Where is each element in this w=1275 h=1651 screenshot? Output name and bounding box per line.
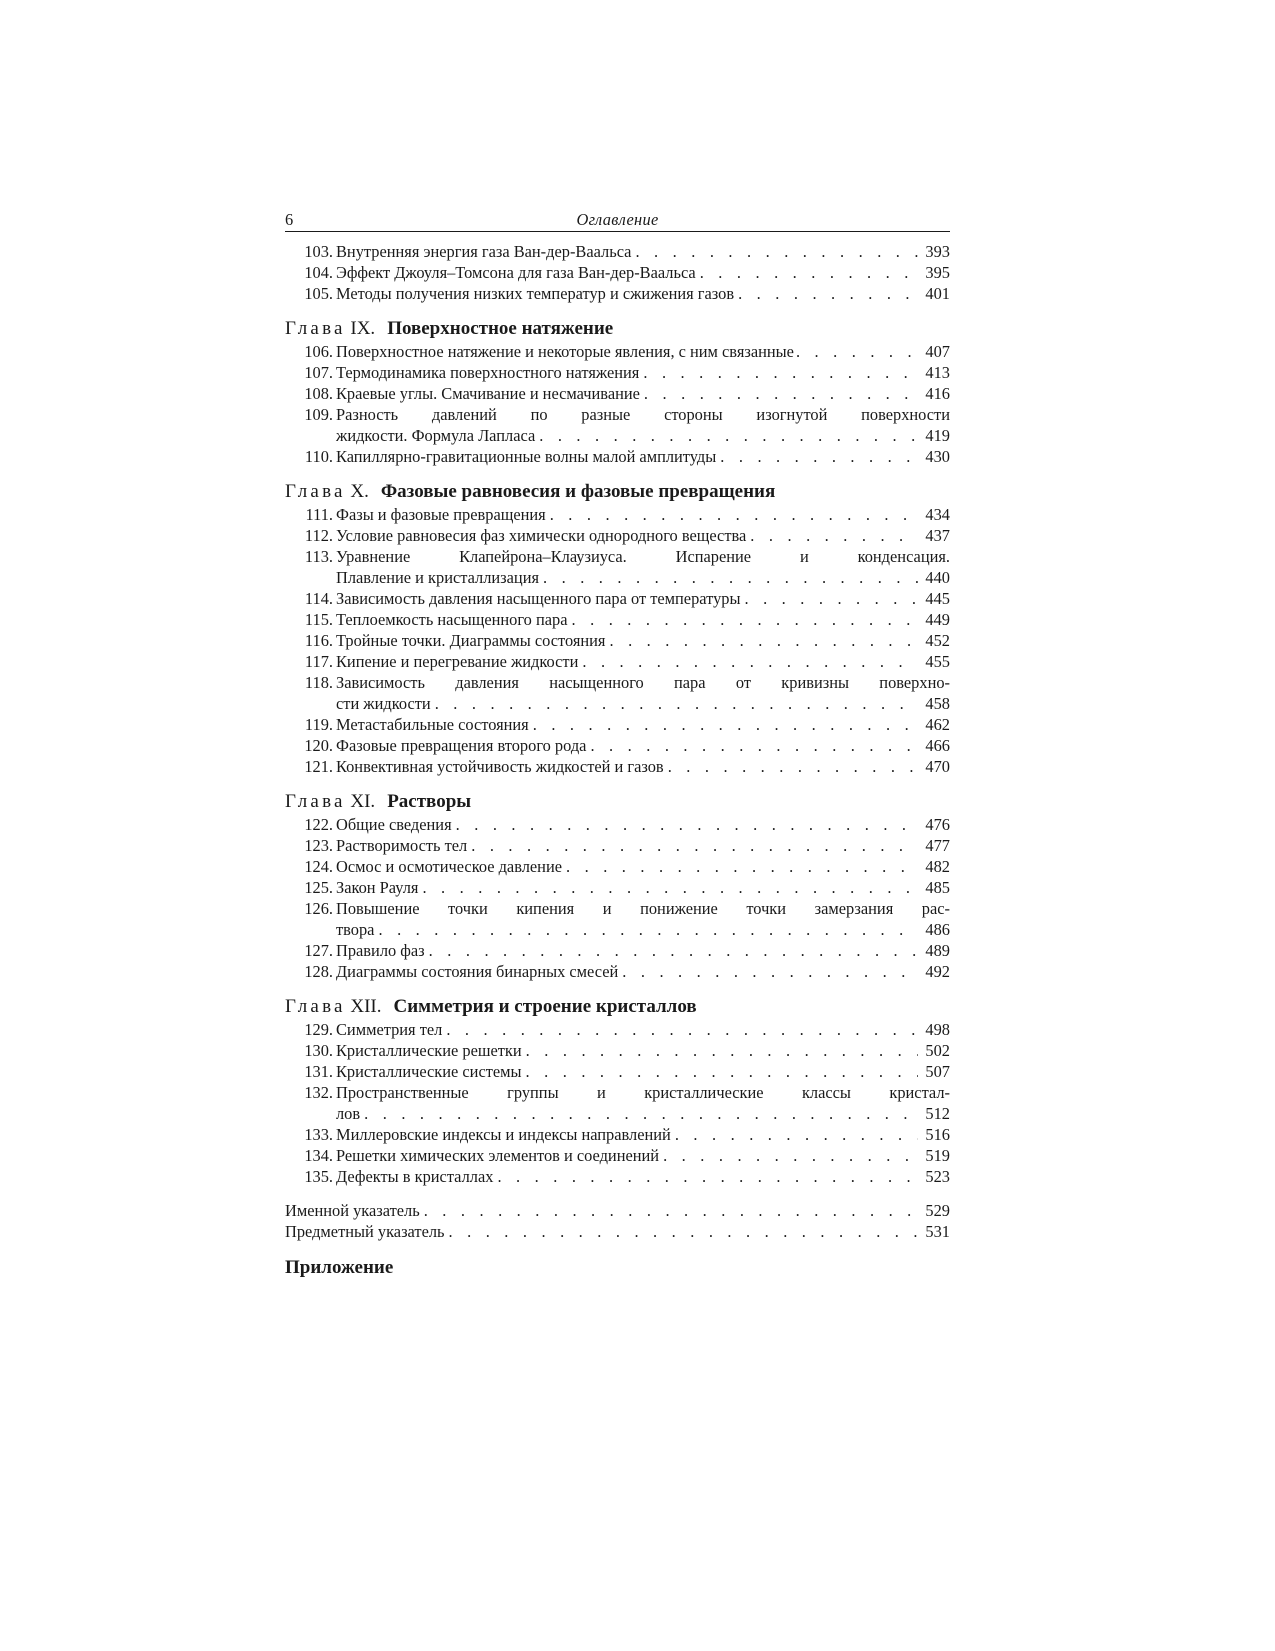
toc-entry[interactable] — [285, 525, 950, 546]
entry-line — [336, 835, 950, 856]
entry-line — [336, 1145, 950, 1166]
entry-line — [336, 1124, 950, 1145]
dot-leader — [639, 362, 918, 383]
chapter-heading[interactable] — [285, 790, 950, 814]
entry-line — [336, 283, 950, 304]
entry-line — [336, 362, 950, 383]
entry-text — [333, 835, 950, 856]
entry-text — [333, 546, 950, 588]
entry-line — [336, 425, 950, 446]
dot-leader — [539, 567, 918, 588]
page-ref: 470 — [925, 757, 950, 776]
entry-title: Диаграммы состояния бинарных смесей — [336, 962, 619, 981]
dot-leader — [442, 1019, 918, 1040]
entry-text — [333, 341, 950, 362]
page-ref: 462 — [925, 715, 950, 734]
dot-leader — [522, 1040, 918, 1061]
entry-line — [285, 1221, 950, 1242]
chapter-heading[interactable] — [285, 480, 950, 504]
entry-title-first-line: Пространственные группы и кристаллические классы кристал- — [336, 1083, 950, 1102]
section-number: 119. — [304, 715, 333, 734]
entry-title: Дефекты в кристаллах — [336, 1167, 494, 1186]
entry-line — [336, 567, 950, 588]
section-number: 133. — [304, 1125, 333, 1144]
entry-title: Капиллярно-гравитационные волны малой амплитуды — [336, 447, 717, 466]
toc-entry[interactable] — [285, 835, 950, 856]
dot-leader — [535, 425, 918, 446]
section-number: 123. — [304, 836, 333, 855]
entry-text — [333, 651, 950, 672]
dot-leader — [640, 383, 918, 404]
toc-entry[interactable] — [285, 341, 950, 362]
running-title: Оглавление — [576, 210, 659, 229]
toc-entry[interactable] — [285, 814, 950, 835]
entry-text — [333, 940, 950, 961]
book-page — [285, 209, 950, 1280]
appendix-heading: Приложение — [285, 1257, 394, 1278]
page-ref: 529 — [925, 1201, 950, 1220]
chapter-heading[interactable] — [285, 317, 950, 341]
entry-line — [336, 504, 950, 525]
page-ref: 458 — [925, 694, 950, 713]
entry-title: Эффект Джоуля–Томсона для газа Ван-дер-Ваальса — [336, 263, 696, 282]
dot-leader — [522, 1061, 918, 1082]
dot-leader — [696, 262, 918, 283]
entry-title: Кипение и перегревание жидкости — [336, 652, 579, 671]
entry-title: Поверхностное натяжение и некоторые явления, с ним связанные — [336, 342, 794, 361]
page-ref: 449 — [925, 610, 950, 629]
toc-entry[interactable] — [285, 756, 950, 777]
entry-title: сти жидкости — [336, 694, 431, 713]
page-ref: 502 — [925, 1041, 950, 1060]
dot-leader — [431, 693, 918, 714]
page-ref: 416 — [925, 384, 950, 403]
page-ref: 445 — [925, 589, 950, 608]
dot-leader — [578, 651, 918, 672]
entry-line — [336, 756, 950, 777]
toc-entry[interactable] — [285, 1221, 950, 1242]
page-ref: 519 — [925, 1146, 950, 1165]
chapter-title: Симметрия и строение кристаллов — [393, 996, 697, 1017]
table-of-contents — [285, 241, 950, 1187]
entry-title: Краевые углы. Смачивание и несмачивание — [336, 384, 640, 403]
section-number: 120. — [304, 736, 333, 755]
chapter-title: Растворы — [387, 791, 472, 812]
dot-leader — [740, 588, 918, 609]
entry-text — [333, 814, 950, 835]
entry-title: Фазы и фазовые превращения — [336, 505, 546, 524]
toc-entry[interactable] — [285, 856, 950, 877]
page-ref: 407 — [925, 342, 950, 361]
entry-title: Кристаллические решетки — [336, 1041, 522, 1060]
page-ref: 485 — [925, 878, 950, 897]
section-number: 114. — [304, 589, 333, 608]
entry-text — [333, 588, 950, 609]
entry-text — [333, 1061, 950, 1082]
page-ref: 516 — [925, 1125, 950, 1144]
entry-line — [336, 383, 950, 404]
entry-line — [336, 714, 950, 735]
entry-text — [333, 1124, 950, 1145]
entry-title: Теплоемкость насыщенного пара — [336, 610, 568, 629]
chapter-label: Глава — [285, 481, 346, 502]
chapter-label: Глава — [285, 318, 346, 339]
toc-entry[interactable] — [285, 1166, 950, 1187]
section-number: 116. — [304, 631, 333, 650]
entry-title: Предметный указатель — [285, 1222, 445, 1241]
entry-title: Конвективная устойчивость жидкостей и газов — [336, 757, 664, 776]
entry-line — [336, 1166, 950, 1187]
entry-line — [336, 651, 950, 672]
page-ref: 531 — [925, 1222, 950, 1241]
section-number: 106. — [304, 342, 333, 361]
dot-leader — [562, 856, 918, 877]
toc-entry[interactable] — [285, 283, 950, 304]
entry-text — [333, 714, 950, 735]
entry-line — [336, 877, 950, 898]
toc-entry[interactable] — [285, 1082, 950, 1124]
page-ref: 512 — [925, 1104, 950, 1123]
entry-line — [336, 1040, 950, 1061]
dot-leader — [664, 756, 918, 777]
entry-line — [336, 1019, 950, 1040]
section-number: 128. — [304, 962, 333, 981]
toc-entry[interactable] — [285, 1200, 950, 1221]
page-ref: 507 — [925, 1062, 950, 1081]
entry-line — [336, 262, 950, 283]
dot-leader — [605, 630, 918, 651]
dot-leader — [529, 714, 918, 735]
chapter-heading[interactable] — [285, 995, 950, 1019]
entry-title: Метастабильные состояния — [336, 715, 529, 734]
section-number: 110. — [304, 447, 333, 466]
entry-title: Условие равновесия фаз химически однородного вещества — [336, 526, 747, 545]
entry-title: Фазовые превращения второго рода — [336, 736, 587, 755]
toc-entry[interactable] — [285, 1040, 950, 1061]
toc-entry[interactable] — [285, 714, 950, 735]
entry-line — [336, 241, 950, 262]
entry-title-first-line: Повышение точки кипения и понижение точки замерзания рас- — [336, 899, 950, 918]
entry-line — [336, 919, 950, 940]
entry-text — [333, 1082, 950, 1124]
dot-leader — [716, 446, 918, 467]
chapter-number: XI. — [350, 791, 376, 812]
entry-line — [336, 609, 950, 630]
section-number: 118. — [304, 673, 333, 692]
chapter-title: Поверхностное натяжение — [387, 318, 614, 339]
entry-line — [336, 961, 950, 982]
entry-line — [336, 630, 950, 651]
page-ref: 413 — [925, 363, 950, 382]
chapter-number: X. — [350, 481, 369, 502]
page-ref: 395 — [925, 263, 950, 282]
toc-entry[interactable] — [285, 362, 950, 383]
page-ref: 477 — [925, 836, 950, 855]
entry-title: Симметрия тел — [336, 1020, 443, 1039]
entry-text — [333, 1166, 950, 1187]
section-number: 115. — [304, 610, 333, 629]
section-number: 134. — [304, 1146, 333, 1165]
toc-entry[interactable] — [285, 898, 950, 940]
dot-leader — [568, 609, 919, 630]
chapter-title: Фазовые равновесия и фазовые превращения — [380, 481, 776, 502]
dot-leader — [631, 241, 918, 262]
section-number: 127. — [304, 941, 333, 960]
entry-text — [333, 283, 950, 304]
dot-leader — [425, 940, 918, 961]
toc-entry[interactable] — [285, 672, 950, 714]
section-number: 124. — [304, 857, 333, 876]
dot-leader — [671, 1124, 918, 1145]
toc-entry[interactable] — [285, 546, 950, 588]
toc-entry[interactable] — [285, 630, 950, 651]
entry-text — [333, 756, 950, 777]
chapter-number: IX. — [350, 318, 376, 339]
section-number: 121. — [304, 757, 333, 776]
toc-entry[interactable] — [285, 961, 950, 982]
entry-title: лов — [336, 1104, 361, 1123]
toc-entry[interactable] — [285, 383, 950, 404]
entry-line — [336, 588, 950, 609]
page-ref: 401 — [925, 284, 950, 303]
dot-leader — [746, 525, 918, 546]
entry-text — [333, 898, 950, 940]
toc-entry[interactable] — [285, 1061, 950, 1082]
section-number: 111. — [305, 505, 333, 524]
section-number: 105. — [304, 284, 333, 303]
toc-entry[interactable] — [285, 735, 950, 756]
entry-title: Именной указатель — [285, 1201, 420, 1220]
entry-text — [333, 404, 950, 446]
entry-text — [333, 262, 950, 283]
page-ref: 440 — [925, 568, 950, 587]
entry-text — [333, 1019, 950, 1040]
section-number: 130. — [304, 1041, 333, 1060]
entry-text — [333, 362, 950, 383]
index-list — [285, 1200, 950, 1242]
entry-title: Плавление и кристаллизация — [336, 568, 540, 587]
section-number: 125. — [304, 878, 333, 897]
entry-line — [336, 940, 950, 961]
dot-leader — [546, 504, 918, 525]
entry-title: Зависимость давления насыщенного пара от температуры — [336, 589, 741, 608]
running-head — [285, 209, 950, 232]
dot-leader — [467, 835, 918, 856]
entry-line — [336, 446, 950, 467]
entry-text — [285, 1221, 950, 1242]
entry-text — [333, 1040, 950, 1061]
entry-text — [333, 383, 950, 404]
page-ref: 523 — [925, 1167, 950, 1186]
dot-leader — [360, 1103, 918, 1124]
toc-entry[interactable] — [285, 262, 950, 283]
toc-entry[interactable] — [285, 504, 950, 525]
section-number: 129. — [304, 1020, 333, 1039]
dot-leader — [794, 341, 918, 362]
entry-line — [336, 1103, 950, 1124]
dot-leader — [445, 1221, 919, 1242]
toc-entry[interactable] — [285, 651, 950, 672]
entry-title: Термодинамика поверхностного натяжения — [336, 363, 640, 382]
chapter-number: XII. — [350, 996, 382, 1017]
entry-line — [336, 814, 950, 835]
toc-entry[interactable] — [285, 940, 950, 961]
entry-line — [336, 693, 950, 714]
entry-line — [285, 1200, 950, 1221]
chapter-label: Глава — [285, 791, 346, 812]
entry-text — [333, 735, 950, 756]
entry-text — [333, 609, 950, 630]
page-ref: 393 — [925, 242, 950, 261]
entry-title: Методы получения низких температур и сжижения газов — [336, 284, 735, 303]
page-ref: 476 — [925, 815, 950, 834]
toc-entry[interactable] — [285, 609, 950, 630]
page-ref: 419 — [925, 426, 950, 445]
chapter-label: Глава — [285, 996, 346, 1017]
toc-entry[interactable] — [285, 1019, 950, 1040]
entry-text — [333, 1145, 950, 1166]
entry-line — [336, 341, 950, 362]
toc-entry[interactable] — [285, 446, 950, 467]
page-ref: 434 — [925, 505, 950, 524]
section-number: 109. — [304, 405, 333, 424]
entry-title-first-line: Уравнение Клапейрона–Клаузиуса. Испарение и конденсация. — [336, 547, 950, 566]
entry-text — [333, 241, 950, 262]
entry-title: Закон Рауля — [336, 878, 419, 897]
entry-line — [336, 735, 950, 756]
entry-text — [333, 525, 950, 546]
section-number: 135. — [304, 1167, 333, 1186]
page-ref: 492 — [925, 962, 950, 981]
dot-leader — [374, 919, 918, 940]
entry-title: Тройные точки. Диаграммы состояния — [336, 631, 606, 650]
entry-title: Осмос и осмотическое давление — [336, 857, 563, 876]
page-ref: 437 — [925, 526, 950, 545]
entry-line — [336, 856, 950, 877]
section-number: 104. — [304, 263, 333, 282]
entry-title-first-line: Зависимость давления насыщенного пара от кривизны поверхно- — [336, 673, 950, 692]
entry-title: Внутренняя энергия газа Ван-дер-Ваальса — [336, 242, 632, 261]
dot-leader — [493, 1166, 918, 1187]
section-number: 112. — [304, 526, 333, 545]
page-ref: 486 — [925, 920, 950, 939]
section-number: 103. — [304, 242, 333, 261]
entry-title: жидкости. Формула Лапласа — [336, 426, 536, 445]
dot-leader — [418, 877, 918, 898]
section-number: 122. — [304, 815, 333, 834]
entry-text — [333, 856, 950, 877]
toc-entry[interactable] — [285, 241, 950, 262]
page-ref: 452 — [925, 631, 950, 650]
section-number: 117. — [304, 652, 333, 671]
entry-title: Решетки химических элементов и соединений — [336, 1146, 660, 1165]
entry-title-first-line: Разность давлений по разные стороны изогнутой поверхности — [336, 405, 950, 424]
dot-leader — [618, 961, 918, 982]
page-ref: 466 — [925, 736, 950, 755]
entry-title: Общие сведения — [336, 815, 452, 834]
dot-leader — [734, 283, 918, 304]
toc-entry[interactable] — [285, 1124, 950, 1145]
dot-leader — [659, 1145, 918, 1166]
entry-title: Правило фаз — [336, 941, 425, 960]
entry-text — [333, 504, 950, 525]
dot-leader — [586, 735, 918, 756]
entry-text — [333, 672, 950, 714]
entry-text — [333, 877, 950, 898]
page-ref: 430 — [925, 447, 950, 466]
section-number: 131. — [304, 1062, 333, 1081]
section-number: 107. — [304, 363, 333, 382]
entry-line — [336, 1061, 950, 1082]
entry-text — [333, 446, 950, 467]
toc-entry[interactable] — [285, 1145, 950, 1166]
entry-title: Миллеровские индексы и индексы направлений — [336, 1125, 671, 1144]
page-ref: 482 — [925, 857, 950, 876]
toc-entry[interactable] — [285, 588, 950, 609]
page-ref: 455 — [925, 652, 950, 671]
entry-text — [333, 630, 950, 651]
dot-leader — [420, 1200, 918, 1221]
section-number: 126. — [304, 899, 333, 918]
entry-title: Кристаллические системы — [336, 1062, 522, 1081]
toc-entry[interactable] — [285, 404, 950, 446]
page-ref: 489 — [925, 941, 950, 960]
section-number: 113. — [304, 547, 333, 566]
entry-line — [336, 525, 950, 546]
dot-leader — [452, 814, 918, 835]
section-number: 132. — [304, 1083, 333, 1102]
page-number: 6 — [285, 210, 294, 229]
toc-entry[interactable] — [285, 877, 950, 898]
entry-text — [285, 1200, 950, 1221]
entry-title: твора — [336, 920, 375, 939]
entry-title: Растворимость тел — [336, 836, 468, 855]
page-ref: 498 — [925, 1020, 950, 1039]
entry-text — [333, 961, 950, 982]
section-number: 108. — [304, 384, 333, 403]
